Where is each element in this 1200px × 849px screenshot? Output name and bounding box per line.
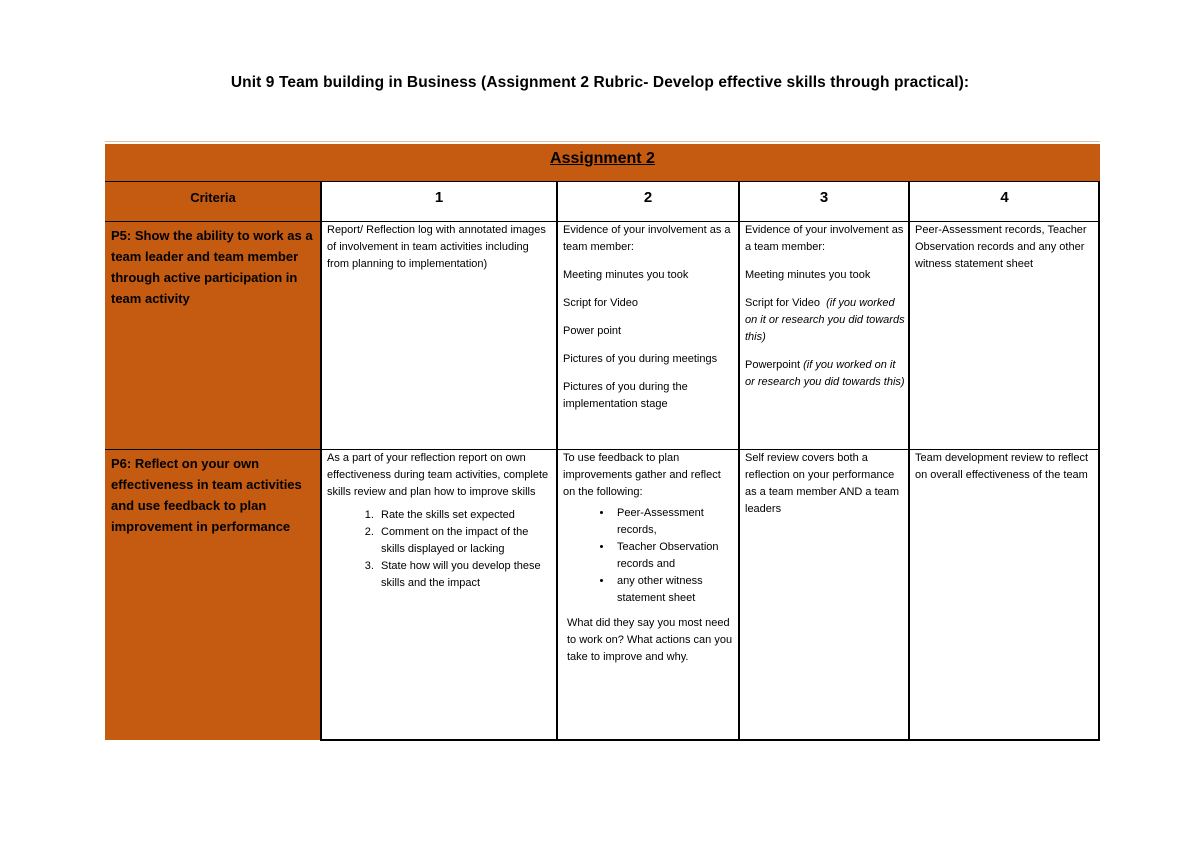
- p5-col-3-item: [745, 357, 905, 391]
- p6-col-3-text: Self review covers both a reflection on your performance as a team member AND a team leaders: [745, 452, 900, 515]
- grid-line: [105, 221, 1100, 222]
- p6-col-1-intro: As a part of your reflection report on own effectiveness during team activities, complete skills review and plan how to improve skills: [327, 452, 549, 498]
- p5-col-2-item: Script for Video: [563, 297, 639, 309]
- p6-step: 1. Rate the skills set expected: [377, 507, 553, 524]
- grid-line: [320, 181, 322, 741]
- p5-col-3-item: Meeting minutes you took: [745, 269, 871, 281]
- p5-col-4: [909, 222, 1100, 450]
- p6-col-2-intro: To use feedback to plan improvements gather and reflect on the following:: [563, 452, 721, 498]
- p6-col-2-bullets: [563, 505, 735, 607]
- p5-col-4-text: Peer-Assessment records, Teacher Observation records and any other witness statement sheet: [915, 224, 1087, 270]
- p5-col-2-item: Pictures of you during the implementation stage: [563, 381, 688, 410]
- p5-col-2-intro: Evidence of your involvement as a team member:: [563, 224, 731, 253]
- p5-col-3-item-label: Powerpoint: [745, 359, 801, 371]
- p5-col-2-item: Power point: [563, 325, 622, 337]
- grid-line: [738, 181, 740, 741]
- p5-col-3-item-note: (if you worked on it or research you did towards this): [745, 297, 905, 343]
- p6-col-2: [557, 450, 739, 740]
- header-col-2: 2: [643, 189, 653, 206]
- p6-bullet: • Teacher Observation records and: [613, 539, 735, 573]
- grid-line: [556, 181, 558, 741]
- header-col-1: 1: [434, 189, 444, 206]
- page-title: Unit 9 Team building in Business (Assignment 2 Rubric- Develop effective skills through practical):: [230, 74, 970, 91]
- grid-line: [105, 449, 1100, 450]
- p5-col-2-item: Meeting minutes you took: [563, 269, 689, 281]
- p5-col-3-item-label: Script for Video: [745, 297, 821, 309]
- p5-col-1-text: Report/ Reflection log with annotated images of involvement in team activities including from planning to implementation): [327, 224, 546, 270]
- p5-col-3-item-note: (if you worked on it or research you did towards this): [745, 359, 905, 388]
- header-criteria: Criteria: [105, 182, 321, 222]
- top-rule: [105, 141, 1100, 142]
- p6-col-4-text: Team development review to reflect on overall effectiveness of the team: [915, 452, 1089, 481]
- p5-col-3-intro: Evidence of your involvement as a team member:: [745, 224, 904, 253]
- p6-bullet: • Peer-Assessment records,: [613, 505, 735, 539]
- p5-col-1: [321, 222, 557, 450]
- criteria-p5: P5: Show the ability to work as a team leader and team member through active participation in team activity: [105, 222, 321, 450]
- grid-line: [321, 739, 1100, 741]
- criteria-p6: P6: Reflect on your own effectiveness in team activities and use feedback to plan improvement in performance: [105, 450, 321, 740]
- header-col-4: 4: [1000, 189, 1009, 206]
- grid-line: [908, 181, 910, 741]
- p6-col-1: [321, 450, 557, 740]
- p6-col-2-question: What did they say you most need to work on? What actions can you take to improve and why.: [567, 617, 733, 663]
- p5-col-2: [557, 222, 739, 450]
- p6-col-1-steps: [327, 507, 553, 592]
- header-col-3: 3: [819, 189, 829, 206]
- grid-line: [105, 181, 1100, 182]
- p6-step: 3. State how will you develop these skills and the impact: [377, 558, 553, 592]
- p5-col-2-item: Pictures of you during meetings: [563, 353, 718, 365]
- p5-col-3-item: [745, 295, 905, 346]
- p6-col-4: [909, 450, 1100, 740]
- p6-step: 2. Comment on the impact of the skills displayed or lacking: [377, 524, 553, 558]
- p6-bullet: • any other witness statement sheet: [613, 573, 735, 607]
- grid-line: [1098, 181, 1100, 741]
- p6-col-3: [739, 450, 909, 740]
- assignment-banner: Assignment 2: [105, 144, 1100, 181]
- p5-col-3: [739, 222, 909, 450]
